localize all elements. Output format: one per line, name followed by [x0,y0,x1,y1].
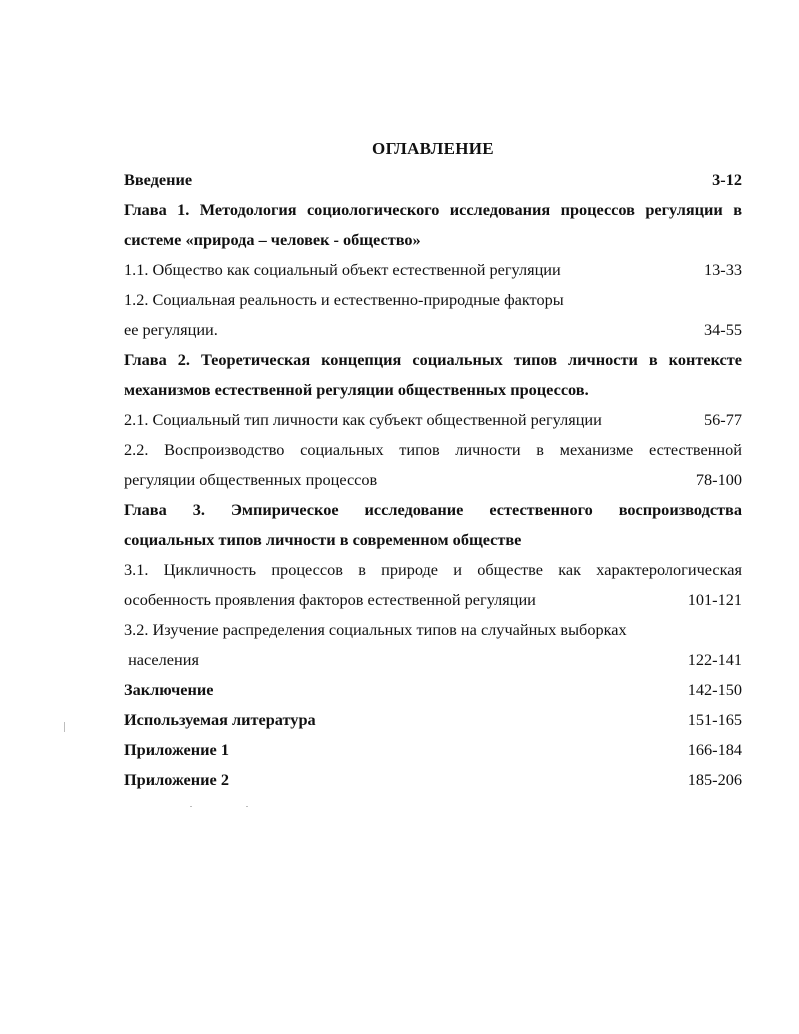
toc-entry-appendix-1 [124,735,742,765]
chapter-3-heading-line1: Глава 3. Эмпирическое исследование естественного воспроизводства [124,500,742,519]
toc-entry-pages: 56-77 [704,410,742,429]
toc-entry-label: 2.1. Социальный тип личности как субъект общественной регуляции [124,410,602,429]
toc-entry-label: Введение [124,170,193,189]
toc-entry-pages: 166-184 [687,740,742,759]
toc-entry-conclusion [124,675,742,705]
toc-entry-label: Приложение 2 [124,770,229,789]
toc-entry-pages: 3-12 [712,170,742,189]
toc-entry-label: населения [124,650,199,669]
scan-speck [64,722,65,732]
toc-entry-3-1-line1: 3.1. Цикличность процессов в природе и обществе как характерологическая [124,560,742,579]
toc-entry-1-1 [124,255,742,285]
toc-entry-3-2-line2 [124,645,742,675]
toc-entry-label: регуляции общественных процессов [124,470,378,489]
toc-entry-pages: 185-206 [687,770,742,789]
toc-entry-label: особенность проявления факторов естественной регуляции [124,590,536,609]
toc-entry-pages: 34-55 [704,320,742,339]
toc-entry-literature [124,705,742,735]
chapter-3-heading-line2: социальных типов личности в современном обществе [124,530,522,549]
scan-speck [246,806,248,807]
toc-entry-intro [124,165,742,195]
toc-entry-3-2-line1: 3.2. Изучение распределения социальных типов на случайных выборках [124,620,627,639]
toc-entry-1-2-line1: 1.2. Социальная реальность и естественно-природные факторы [124,290,564,309]
toc-entry-3-1-line2 [124,585,742,615]
toc-entry-pages: 142-150 [687,680,742,699]
toc-entry-label: Приложение 1 [124,740,229,759]
toc-entry-appendix-2 [124,765,742,795]
toc-entry-label: ее регуляции. [124,320,218,339]
chapter-1-heading-line2: системе «природа – человек - общество» [124,230,421,249]
toc-entry-label: Используемая литература [124,710,316,729]
toc-entry-2-1 [124,405,742,435]
toc-entry-label: Заключение [124,680,214,699]
toc-entry-label: 1.1. Общество как социальный объект естественной регуляции [124,260,561,279]
toc-entry-pages: 101-121 [687,590,742,609]
toc-entry-1-2-line2 [124,315,742,345]
toc-entry-pages: 78-100 [695,470,742,489]
scan-speck [190,806,192,807]
table-of-contents [124,165,742,795]
chapter-1-heading-line1: Глава 1. Методология социологического исследования процессов регуляции в [124,200,742,219]
toc-entry-pages: 122-141 [687,650,742,669]
toc-entry-2-2-line1: 2.2. Воспроизводство социальных типов личности в механизме естественной [124,440,742,459]
toc-entry-pages: 151-165 [687,710,742,729]
toc-entry-pages: 13-33 [704,260,742,279]
chapter-2-heading-line2: механизмов естественной регуляции общественных процессов. [124,380,589,399]
chapter-2-heading-line1: Глава 2. Теоретическая концепция социальных типов личности в контексте [124,350,742,369]
page-title: ОГЛАВЛЕНИЕ [372,139,494,158]
toc-entry-2-2-line2 [124,465,742,495]
